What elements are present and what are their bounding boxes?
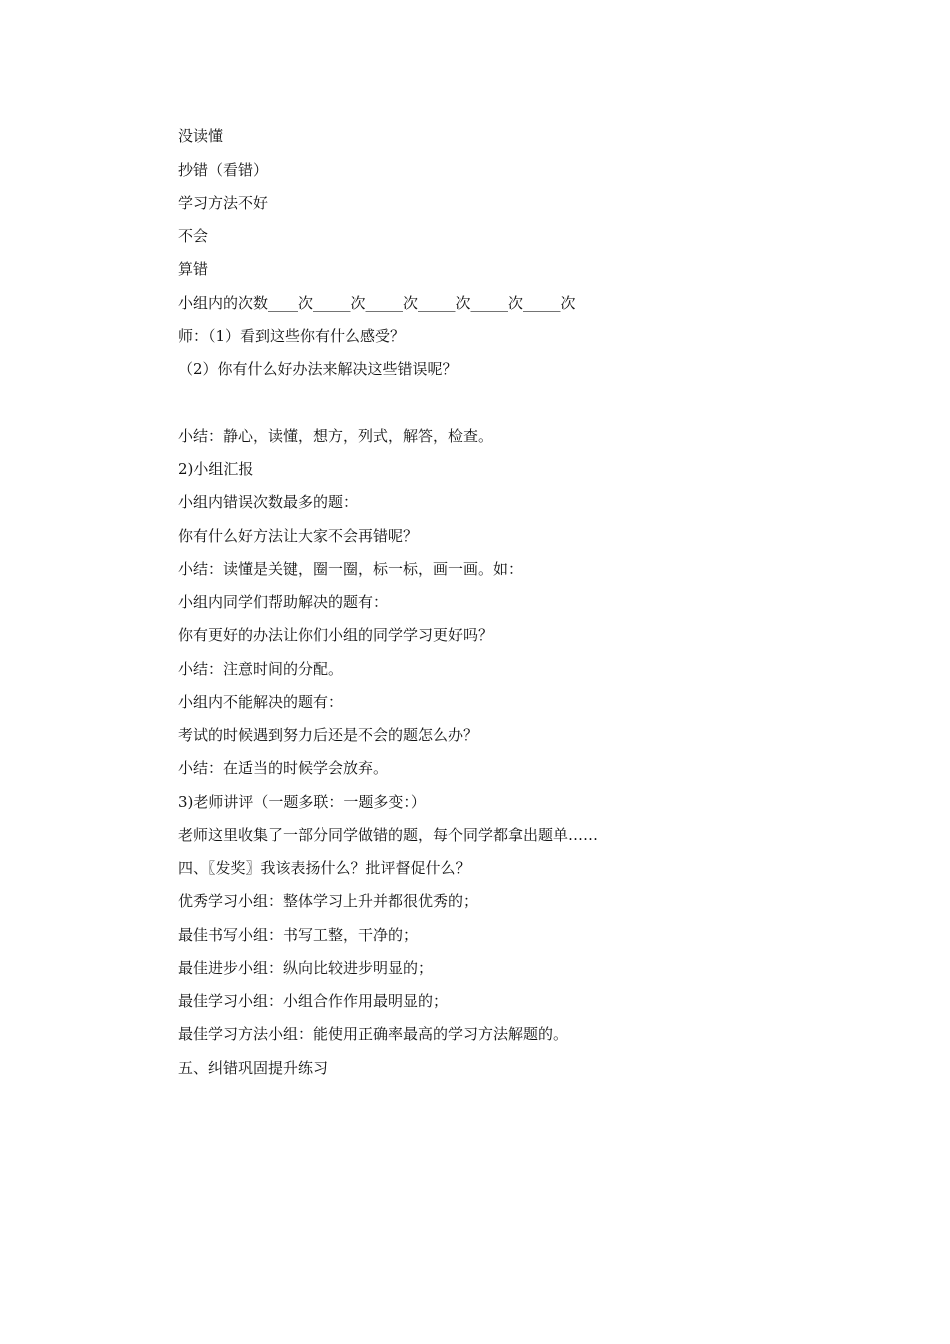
text-line: （2）你有什么好办法来解决这些错误呢？: [178, 360, 458, 378]
text-line: 你有更好的办法让你们小组的同学学习更好吗？: [178, 626, 494, 644]
text-line: 最佳书写小组：书写工整，干净的；: [178, 926, 419, 944]
text-line: 小结：读懂是关键，圈一圈，标一标，画一画。如：: [178, 560, 524, 578]
text-line: 小组内同学们帮助解决的题有：: [178, 593, 389, 611]
text-line: 小组内错误次数最多的题：: [178, 493, 359, 511]
text-line: 2)小组汇报: [178, 460, 254, 478]
text-line: 四、〖发奖〗我该表扬什么？批评督促什么？: [178, 859, 471, 877]
text-line: 不会: [178, 227, 209, 245]
text-line: 小结：静心，读懂，想方，列式，解答，检查。: [178, 427, 494, 445]
text-line: 小结：注意时间的分配。: [178, 660, 344, 678]
text-line: 你有什么好方法让大家不会再错呢？: [178, 527, 419, 545]
text-line: 小结：在适当的时候学会放弃。: [178, 759, 389, 777]
text-line: 最佳学习小组：小组合作作用最明显的；: [178, 992, 449, 1010]
text-line: 五、纠错巩固提升练习: [178, 1059, 329, 1077]
text-line: 没读懂: [178, 127, 224, 145]
text-line: 3)老师讲评（一题多联：一题多变：）: [178, 793, 426, 811]
text-line: 老师这里收集了一部分同学做错的题，每个同学都拿出题单……: [178, 826, 599, 844]
text-line: 最佳进步小组：纵向比较进步明显的；: [178, 959, 434, 977]
text-line: 小组内不能解决的题有：: [178, 693, 344, 711]
text-line: 算错: [178, 260, 209, 278]
text-line: 抄错（看错）: [178, 161, 269, 179]
text-line: 师：（1）看到这些你有什么感受？: [178, 327, 406, 345]
text-line: 学习方法不好: [178, 194, 269, 212]
text-line: 优秀学习小组：整体学习上升并都很优秀的；: [178, 892, 479, 910]
text-line: 考试的时候遇到努力后还是不会的题怎么办？: [178, 726, 479, 744]
text-line: 小组内的次数____次_____次_____次_____次_____次_____次: [178, 294, 576, 312]
text-line: 最佳学习方法小组：能使用正确率最高的学习方法解题的。: [178, 1025, 569, 1043]
